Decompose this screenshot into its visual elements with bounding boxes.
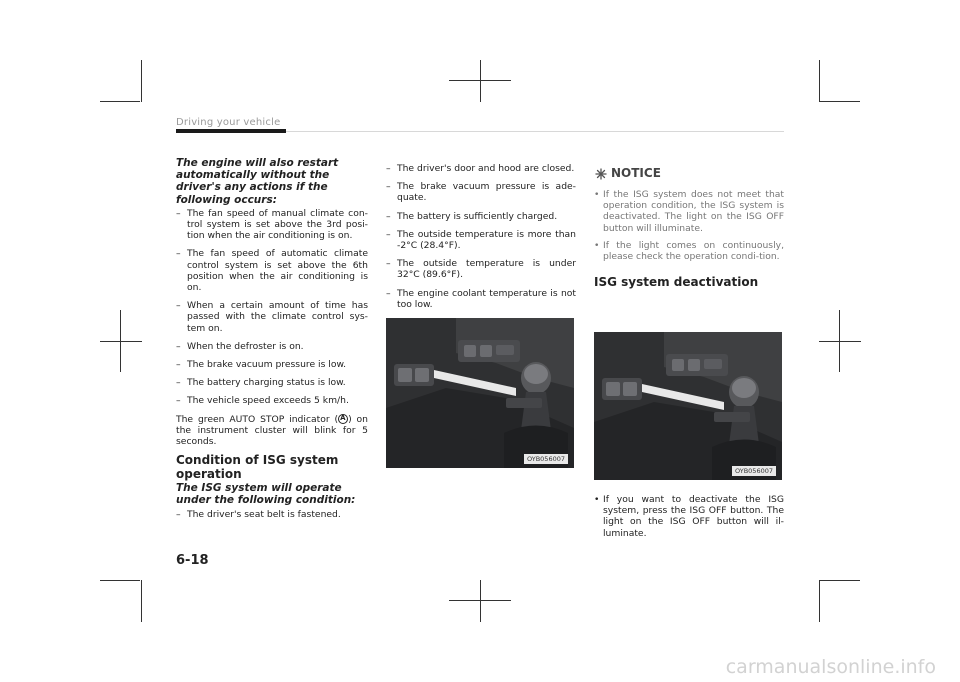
list-item: – The brake vacuum pressure is low. [176,359,368,370]
notice-star-icon [595,168,607,180]
condition-list-continued [386,163,576,310]
page-number: 6-18 [176,553,209,568]
column-1 [176,157,368,527]
column-3 [594,168,784,291]
section-header: Driving your vehicle [176,117,281,128]
condition-list [176,509,368,520]
header-bar [176,129,286,133]
list-item: – The brake vacuum pressure is ade-quate. [386,181,576,203]
notice-title: NOTICE [595,168,784,180]
photo-code: OYB056007 [524,454,568,464]
condition-heading: Condition of ISG system operation [176,453,339,481]
list-item: – The battery is sufficiently charged. [386,211,576,222]
list-item: – The engine coolant temperature is not too low. [386,288,576,310]
indicator-paragraph: The green AUTO STOP indicator (A ) on the instrument cluster will blink for 5 seconds. [176,414,368,448]
restart-heading: The engine will also restart automatically without the driver's any actions if the following occurs: [176,157,339,206]
list-item: – The driver's seat belt is fastened. [176,509,368,520]
deactivation-section [594,494,784,545]
deactivation-list [594,494,784,539]
notice-list [594,189,784,262]
condition-subheading: The ISG system will operate under the following condition: [176,482,356,507]
list-item: – When the defroster is on. [176,341,368,352]
list-item: – The outside temperature is under 32°C (89.6°F). [386,258,576,280]
deactivation-heading: ISG system deactivation [594,275,759,290]
isg-button-photo [386,318,574,468]
list-item: – The vehicle speed exceeds 5 km/h. [176,395,368,406]
photo-code: OYB056007 [732,466,776,476]
restart-list [176,208,368,407]
gear-shift-illustration [594,332,782,480]
list-item: • If the light comes on continuously, please check the operation condi-tion. [594,240,784,262]
list-item: – The fan speed of manual climate con-trol system is set above the 3rd posi-tion when the air conditioning is on. [176,208,368,242]
header-rule [286,131,784,132]
list-item: – The outside temperature is more than -2°C (28.4°F). [386,229,576,251]
column-2 [386,163,576,317]
list-item: – The driver's door and hood are closed. [386,163,576,174]
watermark: carmanualsonline.info [725,656,936,678]
list-item: – The battery charging status is low. [176,377,368,388]
list-item: • If you want to deactivate the ISG system, press the ISG OFF button. The light on the ISG OFF button will il-luminate. [594,494,784,539]
gear-shift-illustration [386,318,574,468]
isg-off-button-photo [594,332,782,480]
list-item: – When a certain amount of time has passed with the climate control sys-tem on. [176,300,368,334]
auto-stop-indicator-icon [338,414,348,424]
list-item: – The fan speed of automatic climate control system is set above the 6th position when the air conditioning is on. [176,248,368,293]
list-item: • If the ISG system does not meet that operation condition, the ISG system is deactivated. The light on the ISG OFF button will illuminate. [594,189,784,234]
